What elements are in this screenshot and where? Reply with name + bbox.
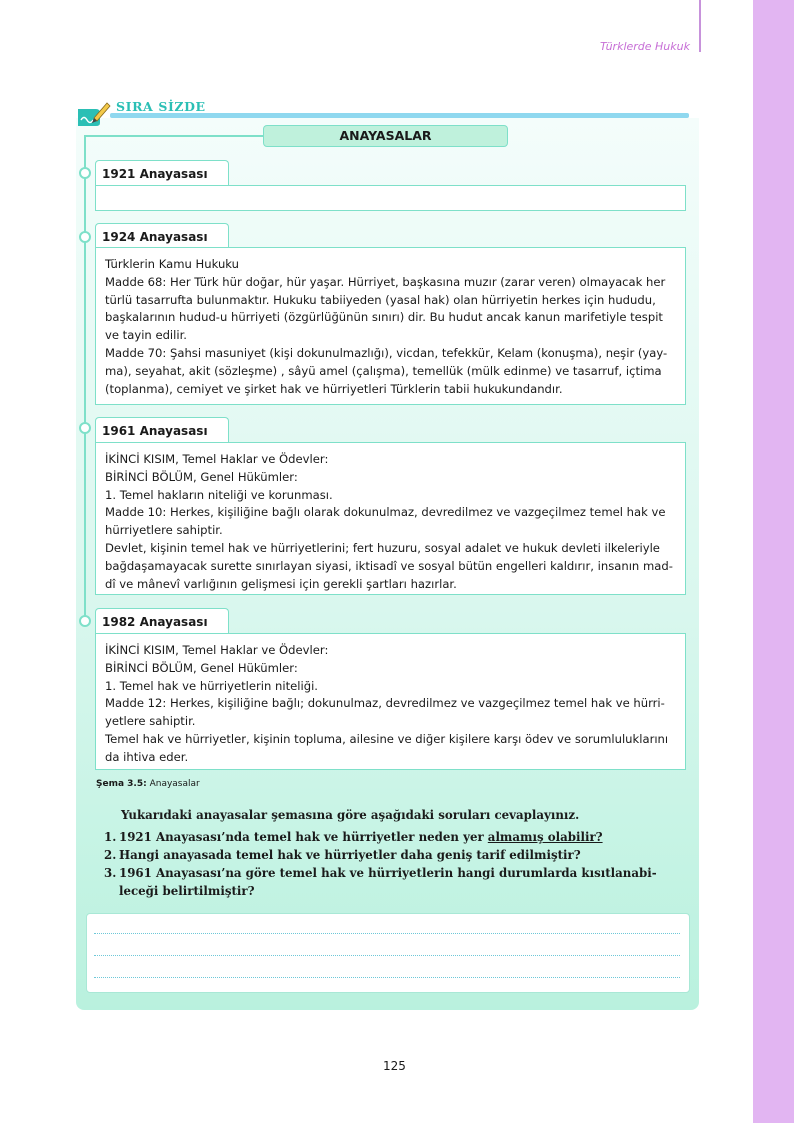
section-line: ve tayin edilir.: [105, 328, 187, 343]
section-line: türlü tasarrufta bulunmaktır. Hukuku tabiiyeden (yasal hak) olan hürriyetin herkes için hududu,: [105, 292, 656, 307]
question-underlined: almamış olabilir?: [487, 830, 603, 844]
section-line: Türklerin Kamu Hukuku: [105, 257, 240, 271]
section-line: İKİNCİ KISIM, Temel Haklar ve Ödevler:: [105, 452, 329, 466]
section-line: Temel hak ve hürriyetler, kişinin topluma, ailesine ve diğer kişilere karşı ödev ve sorumluluklarını: [105, 731, 669, 746]
section-line: ma), seyahat, akit (sözleşme) , sâyü amel (çalışma), temellük (mülk edinme) ve tasarruf, içtima: [105, 363, 662, 378]
question-text: 1961 Anayasası’na göre temel hak ve hürriyetlerin hangi durumlarda kısıtlanabi-leceği belirtilmiştir?: [119, 866, 657, 898]
section-line: İKİNCİ KISIM, Temel Haklar ve Ödevler:: [105, 643, 329, 657]
section-line: hürriyetlere sahiptir.: [105, 523, 223, 538]
timeline-dot: [79, 231, 91, 243]
page-number: 125: [383, 1059, 406, 1073]
caption-text: Anayasalar: [146, 779, 200, 789]
section-tab-1961: 1961 Anayasası: [95, 417, 229, 443]
timeline-connector: [84, 135, 264, 137]
section-line: bağdaşamayacak surette sınırlayan siyasi, iktisadî ve sosyal bütün engelleri kaldırır, insanın mad-: [105, 558, 673, 573]
section-tab-1921: 1921 Anayasası: [95, 160, 229, 186]
question-item: [104, 828, 684, 846]
section-line: Madde 68: Her Türk hür doğar, hür yaşar. Hürriyet, başkasına muzır (zarar veren) olmayacak her: [105, 274, 666, 289]
section-line: başkalarının hudud-u hürriyeti (özgürlüğünün sınırı) dir. Bu hudut ancak kanun marifetiyle tespit: [105, 310, 663, 325]
section-line: dî ve mânevî varlığının gelişmesi için gerekli şartları hazırlar.: [105, 576, 457, 591]
section-tab-1924: 1924 Anayasası: [95, 223, 229, 249]
activity-label: SIRA SİZDE: [116, 99, 206, 114]
answer-line: [94, 933, 680, 934]
side-color-strip: [753, 0, 794, 1123]
schema-title: ANAYASALAR: [263, 125, 508, 147]
timeline-dot: [79, 422, 91, 434]
section-box-1924: [95, 247, 686, 405]
question-item: [104, 846, 684, 864]
section-tab-1982: 1982 Anayasası: [95, 608, 229, 634]
answer-area[interactable]: [86, 913, 690, 993]
timeline-dot: [79, 167, 91, 179]
answer-line: [94, 955, 680, 956]
section-box-1921: [95, 185, 686, 211]
question-number: 2.: [104, 848, 117, 862]
section-line: yetlere sahiptir.: [105, 714, 196, 729]
question-text: 1921 Anayasası’nda temel hak ve hürriyetler neden yer almamış olabilir?: [119, 830, 603, 844]
section-line: Madde 70: Şahsi masuniyet (kişi dokunulmazlığı), vicdan, tefekkür, Kelam (konuşma), neşir (yay-: [105, 345, 668, 360]
question-number: 1.: [104, 830, 117, 844]
pencil-writing-icon: [76, 101, 112, 127]
section-line: BİRİNCİ BÖLÜM, Genel Hükümler:: [105, 469, 298, 484]
header-rule: [699, 0, 701, 52]
timeline-line: [84, 135, 86, 623]
section-line: Madde 12: Herkes, kişiliğine bağlı; dokunulmaz, devredilmez ve vazgeçilmez temel hak ve hürri-: [105, 696, 665, 711]
section-line: BİRİNCİ BÖLÜM, Genel Hükümler:: [105, 660, 298, 675]
questions-list: [104, 828, 684, 900]
question-item: [104, 864, 684, 900]
section-line: 1. Temel hakların niteliği ve korunması.: [105, 487, 333, 502]
question-number: 3.: [104, 866, 117, 880]
section-box-1982: [95, 633, 686, 770]
answer-line: [94, 977, 680, 978]
running-title: Türklerde Hukuk: [599, 40, 690, 53]
section-box-1961: [95, 442, 686, 595]
section-line: 1. Temel hak ve hürriyetlerin niteliği.: [105, 678, 318, 693]
section-line: da ihtiva eder.: [105, 749, 189, 764]
section-line: (toplanma), cemiyet ve şirket hak ve hürriyetleri Türklerin tabii hukukundandır.: [105, 381, 563, 396]
section-line: Devlet, kişinin temel hak ve hürriyetlerini; fert huzuru, sosyal adalet ve hukuk devleti ilkeleriyle: [105, 540, 660, 555]
caption-label: Şema 3.5:: [96, 779, 147, 789]
questions-intro: Yukarıdaki anayasalar şemasına göre aşağıdaki soruları cevaplayınız.: [121, 808, 580, 822]
section-line: Madde 10: Herkes, kişiliğine bağlı olarak dokunulmaz, devredilmez ve vazgeçilmez temel hak ve: [105, 505, 666, 520]
figure-caption: [96, 779, 200, 789]
question-text: Hangi anayasada temel hak ve hürriyetler daha geniş tarif edilmiştir?: [119, 848, 581, 862]
timeline-dot: [79, 615, 91, 627]
